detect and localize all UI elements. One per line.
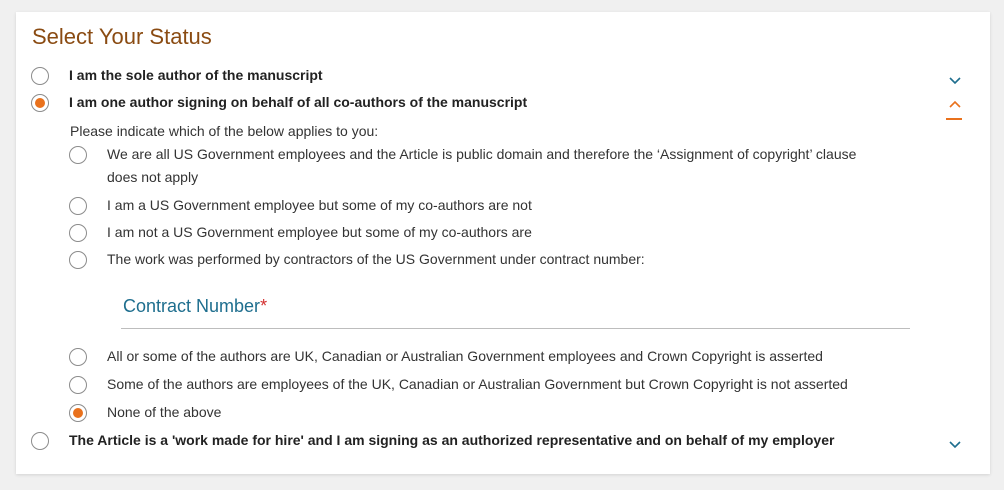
sub-option-crown-asserted-label: All or some of the authors are UK, Canadian or Australian Government employees and Crown Copyright is asserted <box>107 348 823 364</box>
sub-option-crown-not-asserted[interactable] <box>69 373 848 396</box>
sub-option-contractors[interactable] <box>69 248 645 271</box>
option-one-author[interactable] <box>31 91 527 114</box>
option-work-for-hire-label: The Article is a 'work made for hire' and I am signing as an authorized representative and on behalf of my employer <box>69 432 835 448</box>
option-work-for-hire[interactable] <box>31 429 834 452</box>
radio-us-gov-some[interactable] <box>69 197 87 215</box>
sub-option-us-gov-some-label: I am a US Government employee but some of my co-authors are not <box>107 197 532 213</box>
sub-option-us-gov-all-line1: We are all US Government employees and the Article is public domain and therefore the ‘Assignment of copyright’ clause <box>107 146 857 162</box>
required-asterisk: * <box>260 296 268 316</box>
radio-not-us-gov[interactable] <box>69 224 87 242</box>
sub-option-us-gov-all-label <box>107 143 856 189</box>
radio-crown-not-asserted[interactable] <box>69 376 87 394</box>
sub-option-not-us-gov-label: I am not a US Government employee but some of my co-authors are <box>107 224 532 240</box>
radio-selected-dot <box>73 408 83 418</box>
contract-number-label-text: Contract Number <box>123 296 261 316</box>
sub-prompt: Please indicate which of the below applies to you: <box>70 123 379 139</box>
sub-option-none[interactable] <box>69 401 221 424</box>
chevron-down-icon[interactable] <box>948 440 962 450</box>
sub-option-not-us-gov[interactable] <box>69 221 532 244</box>
section-title: Select Your Status <box>32 24 212 49</box>
expanded-indicator <box>946 118 962 120</box>
sub-option-crown-asserted[interactable] <box>69 345 823 368</box>
option-sole-author-label: I am the sole author of the manuscript <box>69 67 323 83</box>
radio-selected-dot <box>35 98 45 108</box>
chevron-down-icon[interactable] <box>948 76 962 86</box>
radio-none[interactable] <box>69 404 87 422</box>
radio-work-for-hire[interactable] <box>31 432 49 450</box>
chevron-up-icon[interactable] <box>948 99 962 109</box>
radio-us-gov-all[interactable] <box>69 146 87 164</box>
sub-option-us-gov-all-line2: does not apply <box>107 169 199 185</box>
sub-option-crown-not-asserted-label: Some of the authors are employees of the UK, Canadian or Australian Government but Crown Copyright is not asserted <box>107 376 848 392</box>
option-one-author-label: I am one author signing on behalf of all co-authors of the manuscript <box>69 94 528 110</box>
sub-option-contractors-label: The work was performed by contractors of the US Government under contract number: <box>107 251 645 267</box>
radio-contractors[interactable] <box>69 251 87 269</box>
status-card <box>16 12 990 474</box>
sub-option-us-gov-some[interactable] <box>69 194 532 217</box>
radio-crown-asserted[interactable] <box>69 348 87 366</box>
radio-sole-author[interactable] <box>31 67 49 85</box>
option-sole-author[interactable] <box>31 64 323 87</box>
sub-option-us-gov-all[interactable] <box>69 143 856 189</box>
radio-one-author[interactable] <box>31 94 49 112</box>
contract-number-input[interactable] <box>121 296 910 329</box>
sub-option-none-label: None of the above <box>107 404 222 420</box>
